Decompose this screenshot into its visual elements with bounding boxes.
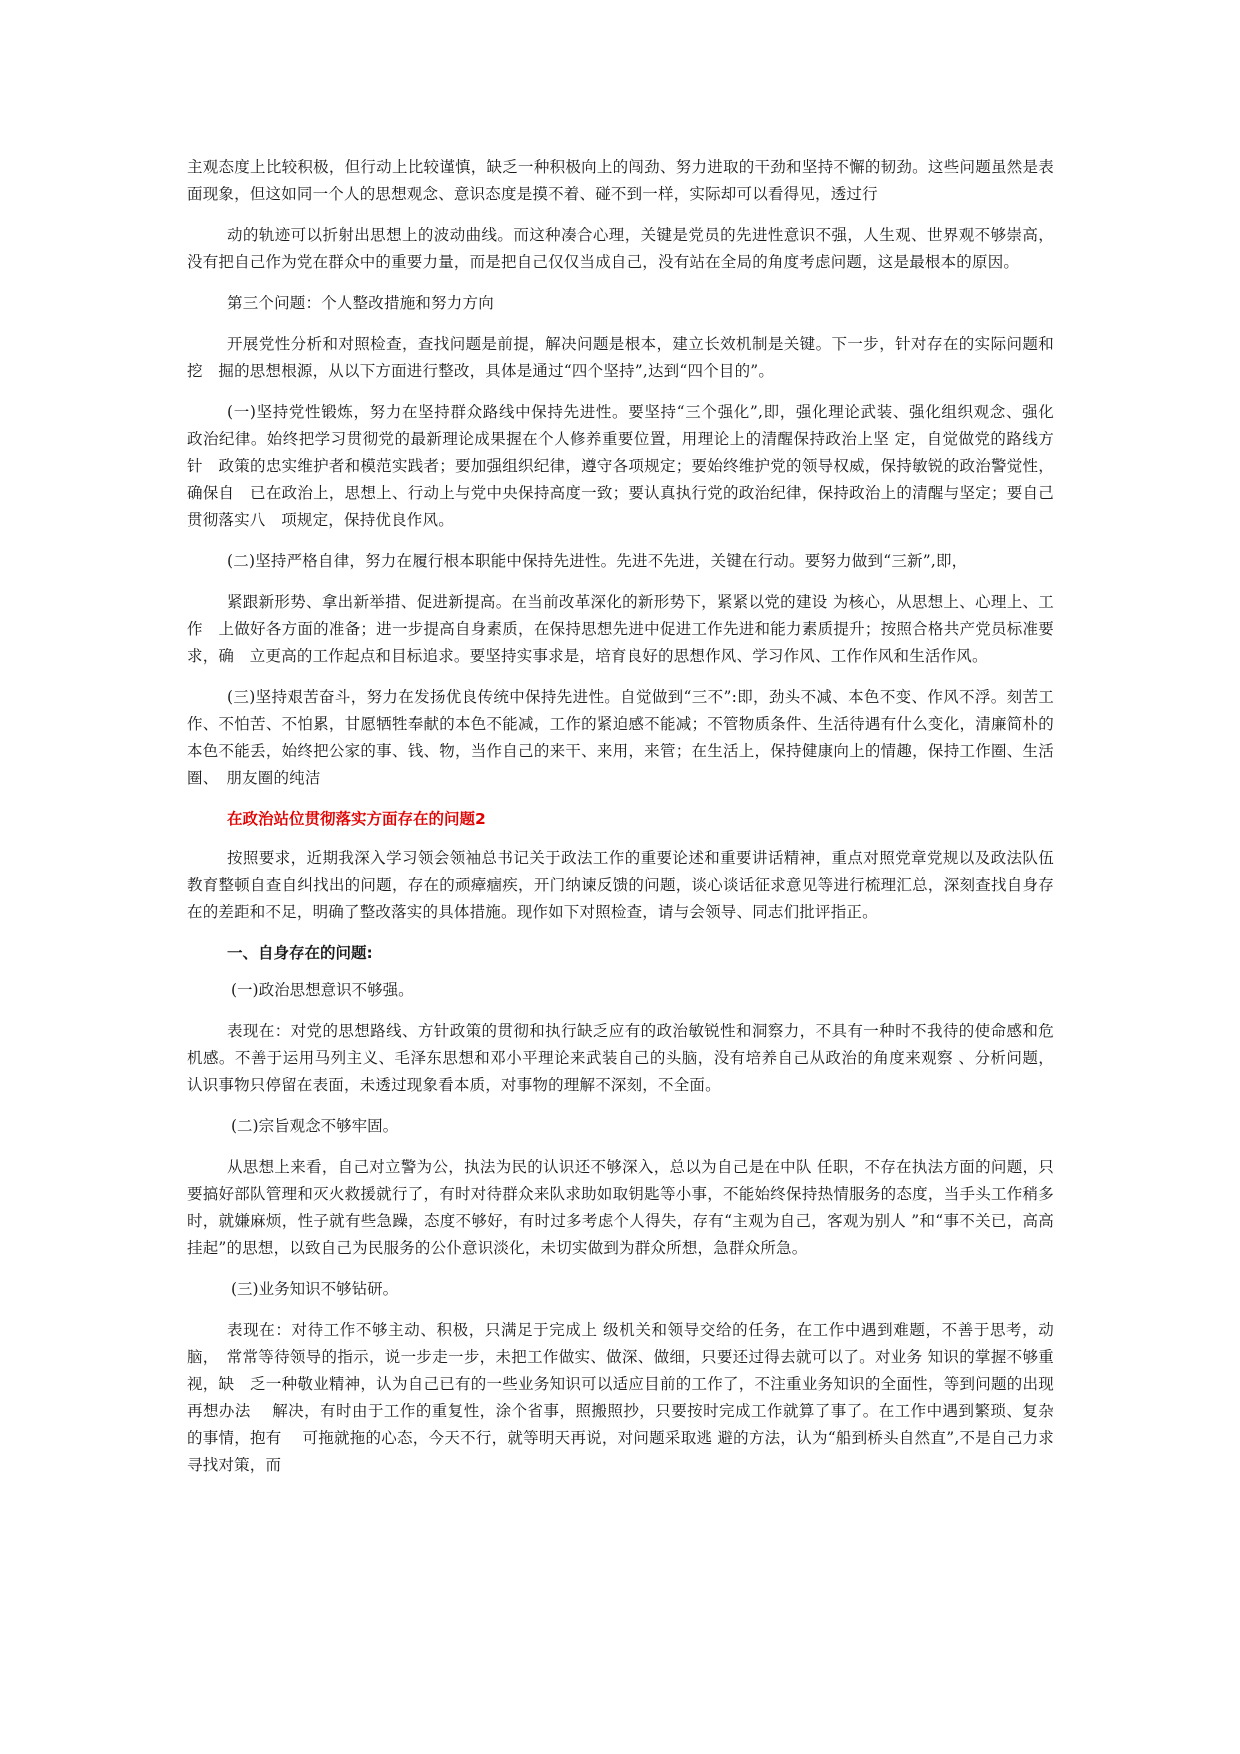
paragraph-business-knowledge: 表现在：对待工作不够主动、积极，只满足于完成上 级机关和领导交给的任务，在工作中遇到难题，不善于思考，动脑， 常常等待领导的指示，说一步走一步，未把工作做实、做深、做细，只要还过得去就可以了。对业务 知识的掌握不够重视，缺 乏一种敬业精神，认为自己已有的一些业务知识可以适应目前的工作了，不注重业务知识的全面性，等到问题的出现再想办法 解决，有时由于工作的重复性，涂个省事，照搬照抄，只要按时完成工作就算了事了。在工作中遇到繁琐、复杂的事情，抱有 可拖就拖的心态，今天不行，就等明天再说，对问题采取逃 避的方法，认为“船到桥头自然直”,不是自己力求寻找对策，而: [187, 1321, 1054, 1474]
paragraph-rectification-intro: 开展党性分析和对照检查，查找问题是前提，解决问题是根本，建立长效机制是关键。下一步，针对存在的实际问题和挖 掘的思想根源，从以下方面进行整改，具体是通过“四个坚持”,达到“四个目的”。: [187, 335, 1054, 380]
paragraph-political-awareness: 表现在：对党的思想路线、方针政策的贯彻和执行缺乏应有的政治敏锐性和洞察力，不具有一种时不我待的使命感和危机感。不善于运用马列主义、毛泽东思想和邓小平理论来武装自己的头脑，没有培养自己从政治的角度来观察 、分析问题，认识事物只停留在表面，未透过现象看本质，对事物的理解不深刻，不全面。: [187, 1022, 1054, 1094]
paragraph-item-three: (三)坚持艰苦奋斗，努力在发扬优良传统中保持先进性。自觉做到“三不”:即，劲头不减、本色不变、作风不浮。刻苦工作、不怕苦、不怕累，甘愿牺牲奉献的本色不能减，工作的紧迫感不能减；不管物质条件、生活待遇有什么变化，清廉简朴的本色不能丢，始终把公家的事、钱、物，当作自己的来干、来用，来管；在生活上，保持健康向上的情趣，保持工作圈、生活圈、 朋友圈的纯洁: [187, 688, 1054, 787]
paragraph-item-two: (二)坚持严格自律，努力在履行根本职能中保持先进性。先进不先进，关键在行动。要努力做到“三新”,即，: [227, 552, 968, 570]
paragraph-article-intro: 按照要求，近期我深入学习领会领袖总书记关于政法工作的重要论述和重要讲话精神，重点对照党章党规以及政法队伍教育整顿自查自纠找出的问题，存在的顽瘴痼疾，开门纳谏反馈的问题，谈心谈话征求意见等进行梳理汇总，深刻查找自身存在的差距和不足，明确了整改落实的具体措施。现作如下对照检查，请与会领导、同志们批评指正。: [187, 849, 1054, 921]
subheading-purpose-concept: (二)宗旨观念不够牢固。: [231, 1117, 399, 1135]
paragraph-purpose-concept: 从思想上来看，自己对立警为公，执法为民的认识还不够深入，总以为自己是在中队 任职，不存在执法方面的问题，只要搞好部队管理和灭火救援就行了，有时对待群众来队求助如取钥匙等小事，不能始终保持热情服务的态度，当手头工作稍多时，就嫌麻烦，性子就有些急躁，态度不够好，有时过多考虑个人得失，存有“主观为自己，客观为别人 ”和“事不关已，高高挂起”的思想，以致自己为民服务的公仆意识淡化，未切实做到为群众所想，急群众所急。: [187, 1158, 1054, 1257]
subheading-business-knowledge: (三)业务知识不够钻研。: [231, 1280, 399, 1298]
paragraph-item-one: (一)坚持党性锻炼，努力在坚持群众路线中保持先进性。要坚持“三个强化”,即，强化理论武装、强化组织观念、强化 政治纪律。始终把学习贯彻党的最新理论成果握在个人修养重要位置，用理论上的清醒保持政治上坚 定，自觉做党的路线方针 政策的忠实维护者和模范实践者；要加强组织纪律，遵守各项规定；要始终维护党的领导权威，保持敏锐的政治警觉性，确保自 已在政治上，思想上、行动上与党中央保持高度一致；要认真执行党的政治纪律，保持政治上的清醒与坚定；要自己贯彻落实八 项规定，保持优良作风。: [187, 403, 1070, 529]
section-heading-third-problem: 第三个问题：个人整改措施和努力方向: [227, 294, 494, 312]
document-page: [187, 154, 1070, 1493]
article-title-2: 在政治站位贯彻落实方面存在的问题2: [227, 810, 486, 828]
paragraph-continuation: 主观态度上比较积极，但行动上比较谨慎，缺乏一种积极向上的闯劲、努力进取的干劲和坚持不懈的韧劲。这些问题虽然是表 面现象，但这如同一个人的思想观念、意识态度是摸不着、碰不到一样，实际却可以看得见，透过行: [187, 158, 1070, 203]
subheading-political-awareness: (一)政治思想意识不够强。: [231, 981, 414, 999]
paragraph-root-cause: 动的轨迹可以折射出思想上的波动曲线。而这种凑合心理，关键是党员的先进性意识不强，人生观、世界观不够崇高，没有把自己作为党在群众中的重要力量，而是把自己仅仅当成自己，没有站在全局的角度考虑问题，这是最根本的原因。: [187, 226, 1054, 271]
paragraph-item-two-continued: 紧跟新形势、拿出新举措、促进新提高。在当前改革深化的新形势下，紧紧以党的建设 为核心，从思想上、心理上、工作 上做好各方面的准备；进一步提高自身素质，在保持思想先进中促进工作先进和能力素质提升；按照合格共产党员标准要求，确 立更高的工作起点和目标追求。要坚持实事求是，培育良好的思想作风、学习作风、工作作风和生活作风。: [187, 593, 1054, 665]
section-heading-problems: 一、自身存在的问题:: [227, 944, 373, 962]
